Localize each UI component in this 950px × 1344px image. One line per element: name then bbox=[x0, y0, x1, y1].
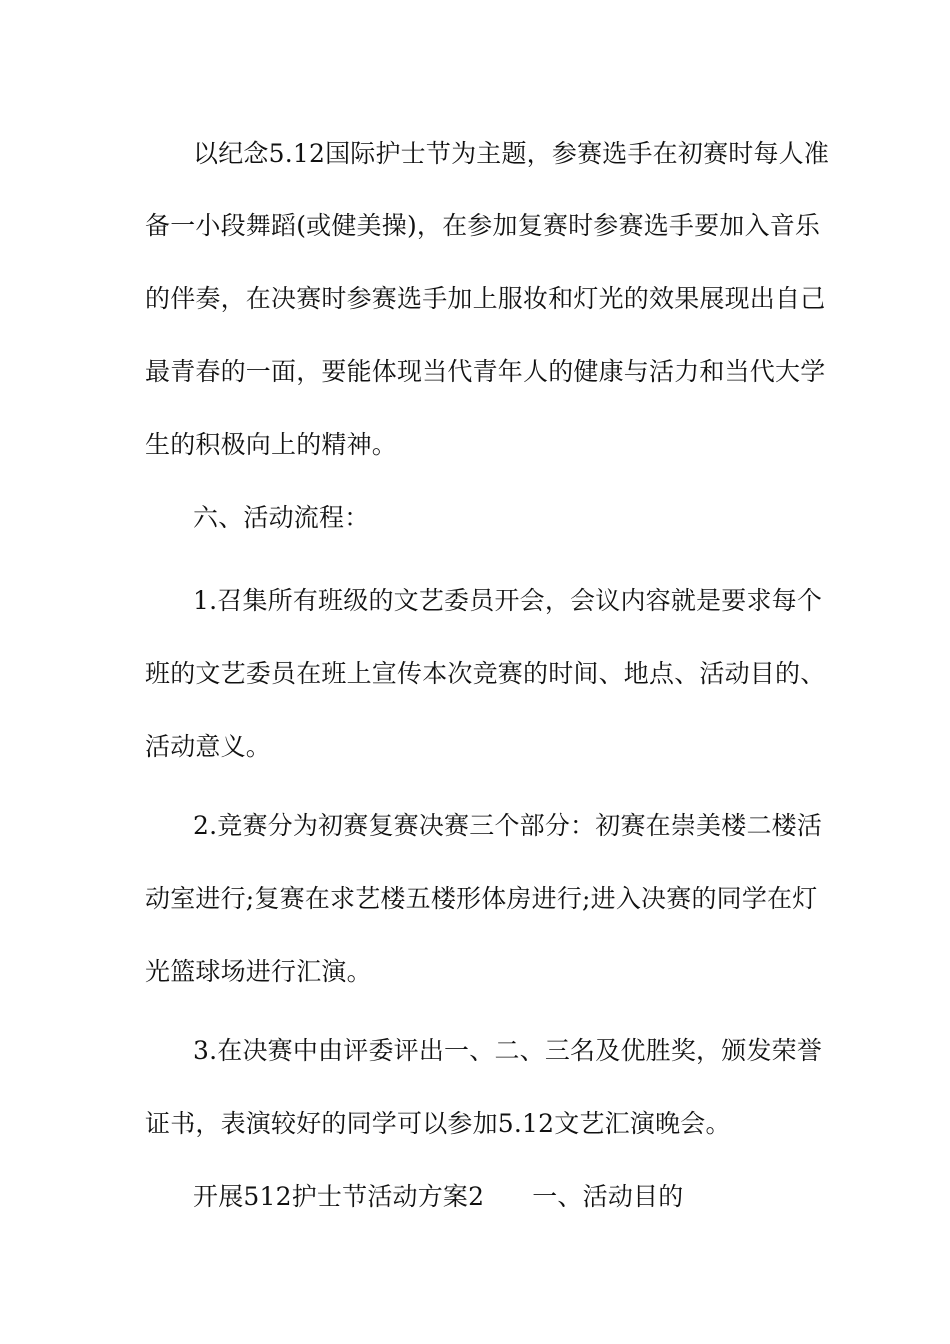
heading-spacer bbox=[484, 1181, 532, 1213]
paragraph-theme-line-2: 备一小段舞蹈(或健美操)，在参加复赛时参赛选手要加入音乐 bbox=[145, 211, 821, 240]
paragraph-theme-line-4: 最青春的一面，要能体现当代青年人的健康与活力和当代大学 bbox=[145, 357, 826, 386]
step-3-line-1: 3.在决赛中由评委评出一、二、三名及优胜奖，颁发荣誉 bbox=[193, 1036, 823, 1065]
step-2-line-3: 光篮球场进行汇演。 bbox=[145, 957, 372, 986]
plan-2-section-title: 一、活动目的 bbox=[532, 1182, 684, 1211]
step-1-line-2: 班的文艺委员在班上宣传本次竞赛的时间、地点、活动目的、 bbox=[145, 659, 826, 688]
plan-2-heading-row bbox=[193, 1181, 853, 1213]
section-heading-process: 六、活动流程： bbox=[193, 503, 370, 532]
paragraph-theme-line-3: 的伴奏，在决赛时参赛选手加上服妆和灯光的效果展现出自己 bbox=[145, 284, 826, 313]
step-1-line-1: 1.召集所有班级的文艺委员开会，会议内容就是要求每个 bbox=[193, 586, 823, 615]
plan-2-title: 开展512护士节活动方案2 bbox=[193, 1182, 485, 1211]
paragraph-theme-line-5: 生的积极向上的精神。 bbox=[145, 430, 398, 459]
paragraph-theme-line-1: 以纪念5.12国际护士节为主题，参赛选手在初赛时每人准 bbox=[193, 139, 830, 168]
step-3-line-2: 证书，表演较好的同学可以参加5.12文艺汇演晚会。 bbox=[145, 1109, 731, 1138]
step-2-line-2: 动室进行;复赛在求艺楼五楼形体房进行;进入决赛的同学在灯 bbox=[145, 884, 818, 913]
step-2-line-1: 2.竞赛分为初赛复赛决赛三个部分：初赛在崇美楼二楼活 bbox=[193, 811, 823, 840]
step-1-line-3: 活动意义。 bbox=[145, 732, 272, 761]
